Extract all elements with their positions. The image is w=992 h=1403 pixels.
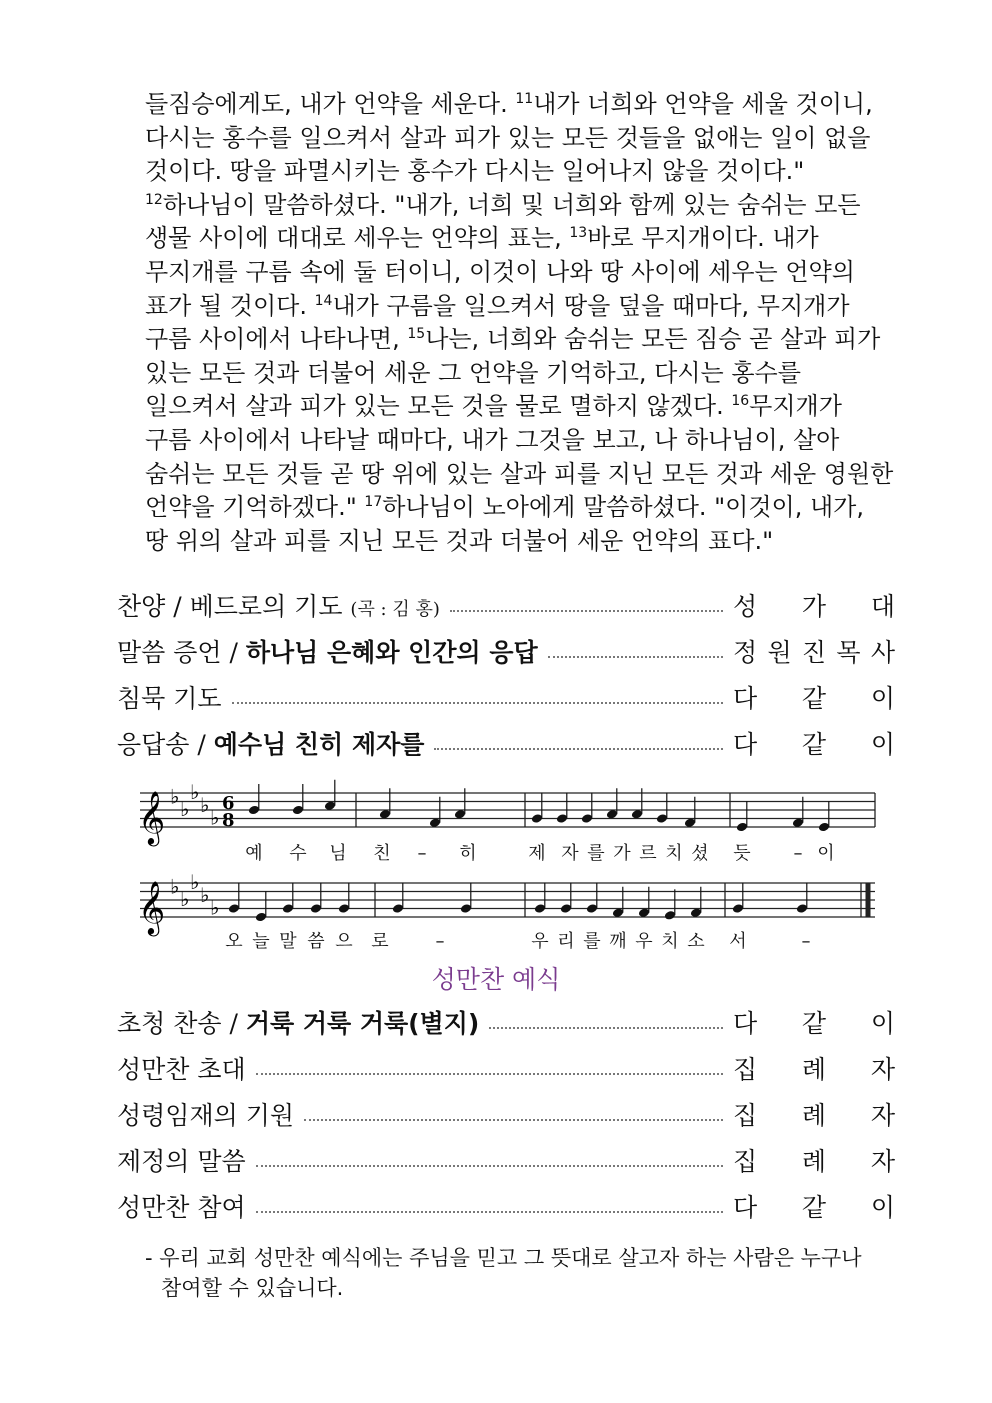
dot-leader xyxy=(434,748,723,750)
scripture-line xyxy=(145,424,875,458)
flat-icon: ♭ xyxy=(180,797,190,821)
scripture-line xyxy=(145,222,875,256)
order-item-label: 성령임재의 기원 xyxy=(117,1101,294,1130)
verse-text: 들짐승에게도, 내가 언약을 세운다. xyxy=(145,90,516,118)
order-item-label: 초청 찬송 / xyxy=(117,1009,246,1038)
scripture-line xyxy=(145,525,875,559)
leader-char: 같 xyxy=(801,1009,827,1038)
time-signature-top: 6 xyxy=(222,793,235,814)
verse-text: 내가 너희와 언약을 세울 것이니, xyxy=(533,90,873,118)
treble-clef-icon: 𝄞 xyxy=(138,880,166,934)
order-item-title xyxy=(117,1188,246,1224)
order-item-label: 침묵 기도 xyxy=(117,684,222,713)
dot-leader xyxy=(450,610,723,612)
flat-icon: ♭ xyxy=(190,870,200,894)
composer-credit: (곡 : 김 홍) xyxy=(350,599,440,620)
dot-leader xyxy=(256,1165,723,1167)
leader-char: 다 xyxy=(733,730,758,759)
leader-char: 다 xyxy=(733,1193,758,1222)
order-item xyxy=(117,1048,895,1088)
flat-icon: ♭ xyxy=(170,874,180,899)
order-item xyxy=(117,1002,895,1042)
lyric-syllable: 말 xyxy=(279,931,297,952)
lyric-syllable: 이 xyxy=(817,843,835,864)
scripture-line xyxy=(145,189,875,223)
scripture-line xyxy=(145,88,875,122)
verse-number: 13 xyxy=(569,225,588,242)
order-item-leader xyxy=(733,725,895,761)
footnote-line-1: - 우리 교회 성만찬 예식에는 주님을 믿고 그 뜻대로 살고자 하는 사람은 누구나 xyxy=(145,1246,862,1270)
verse-text: 무지개가 xyxy=(749,392,842,421)
lyric-syllable: 소 xyxy=(687,931,705,952)
order-item xyxy=(117,1186,895,1226)
lyric-syllable: 리 xyxy=(557,931,575,952)
scripture-line xyxy=(145,323,881,357)
time-signature-bottom: 8 xyxy=(222,810,235,831)
flat-icon: ♭ xyxy=(190,780,200,804)
lyric-syllable: – xyxy=(417,843,427,864)
verse-text: 구름 사이에서 나타날 때마다, 내가 그것을 보고, 나 하나님이, 살아 xyxy=(145,425,840,454)
lyric-syllable: 씀 xyxy=(307,931,325,952)
lyric-syllable: 가 xyxy=(613,843,631,864)
verse-text: 나는, 너희와 숨쉬는 모든 짐승 곧 살과 피가 xyxy=(425,325,881,354)
verse-text: 하나님이 노아에게 말씀하셨다. "이것이, 내가, xyxy=(382,493,864,522)
footnote-line-2: 참여할 수 있습니다. xyxy=(161,1276,344,1300)
lyric-syllable: 제 xyxy=(528,843,546,864)
lyric-syllable: 를 xyxy=(583,931,601,952)
lyric-syllable: – xyxy=(435,931,445,952)
verse-number: 11 xyxy=(515,91,534,107)
order-item-leader xyxy=(733,1004,895,1040)
order-item-leader xyxy=(733,1142,895,1178)
verse-number: 17 xyxy=(364,494,383,511)
treble-clef-icon: 𝄞 xyxy=(138,790,166,844)
dot-leader xyxy=(548,656,723,658)
lyric-syllable: – xyxy=(801,931,811,952)
order-item-leader xyxy=(733,1050,895,1086)
order-item-leader xyxy=(733,633,895,669)
order-item-leader xyxy=(733,1096,895,1132)
leader-char: 사 xyxy=(870,638,895,667)
lyric-syllable: 자 xyxy=(561,843,579,864)
lyric-syllable: 늘 xyxy=(252,931,270,952)
leader-char: 대 xyxy=(870,592,895,621)
order-item xyxy=(117,631,895,671)
lyric-syllable: 으 xyxy=(335,931,353,952)
flat-icon: ♭ xyxy=(200,792,210,817)
leader-char: 진 xyxy=(801,638,827,667)
leader-char: 다 xyxy=(733,684,758,713)
leader-char: 례 xyxy=(801,1147,827,1176)
verse-text: 내가 구름을 일으켜서 땅을 덮을 때마다, 무지개가 xyxy=(332,291,850,320)
verse-text: 숨쉬는 모든 것들 곧 땅 위에 있는 살과 피를 지닌 모든 것과 세운 영원한 xyxy=(145,459,894,488)
lyric-syllable: 님 xyxy=(329,843,347,864)
lyric-syllable: 르 xyxy=(639,843,657,864)
order-item-label: 성만찬 초대 xyxy=(117,1055,246,1084)
order-item xyxy=(117,677,895,717)
order-item-title xyxy=(117,1096,294,1132)
lyric-syllable: 듯 xyxy=(733,843,751,864)
lyric-syllable: 우 xyxy=(635,931,653,952)
leader-char: 이 xyxy=(870,730,895,759)
order-item-title xyxy=(117,679,222,715)
lyric-syllable: 예 xyxy=(245,843,263,864)
verse-text: 일으켜서 살과 피가 있는 모든 것을 물로 멸하지 않겠다. xyxy=(145,392,732,421)
lyric-syllable: 셨 xyxy=(691,843,709,864)
lyric-syllable: 로 xyxy=(371,931,389,952)
verse-number: 14 xyxy=(314,292,333,309)
dot-leader xyxy=(256,1073,723,1075)
order-item-title xyxy=(117,725,424,761)
leader-char: 성 xyxy=(733,592,758,621)
lyric-syllable: – xyxy=(793,843,803,864)
leader-char: 같 xyxy=(801,730,827,759)
lyric-syllable: 히 xyxy=(459,843,477,864)
scripture-line xyxy=(145,357,875,391)
scripture-line xyxy=(145,458,894,492)
lyric-syllable: 친 xyxy=(373,843,391,864)
flat-icon: ♭ xyxy=(210,805,220,830)
leader-char: 같 xyxy=(801,1193,827,1222)
order-item-subject: 예수님 친히 제자를 xyxy=(213,730,425,759)
verse-text: 바로 무지개이다. 내가 xyxy=(587,224,819,253)
music-score xyxy=(130,775,890,955)
verse-number: 15 xyxy=(407,326,426,343)
leader-char: 목 xyxy=(836,638,861,667)
flat-icon: ♭ xyxy=(200,882,210,907)
verse-text: 땅 위의 살과 피를 지닌 모든 것과 더불어 세운 언약의 표다." xyxy=(145,526,774,555)
order-item-label: 말씀 증언 / xyxy=(117,638,246,667)
scripture-line xyxy=(145,390,875,424)
lyric-syllable: 수 xyxy=(289,843,307,864)
leader-char: 이 xyxy=(870,1009,895,1038)
order-item xyxy=(117,1140,895,1180)
lyric-syllable: 우 xyxy=(531,931,549,952)
footnote xyxy=(145,1243,885,1303)
leader-char: 정 xyxy=(733,638,758,667)
flat-icon: ♭ xyxy=(210,895,220,920)
scripture-line xyxy=(145,155,875,189)
leader-char: 가 xyxy=(801,592,827,621)
flat-icon: ♭ xyxy=(180,887,190,911)
lyric-syllable: 치 xyxy=(665,843,683,864)
verse-text: 생물 사이에 대대로 세우는 언약의 표는, xyxy=(145,224,570,253)
leader-char: 원 xyxy=(767,638,792,667)
order-item-leader xyxy=(733,587,895,623)
order-item-subject: 거룩 거룩 거룩(별지) xyxy=(245,1009,480,1038)
verse-text: 하나님이 말씀하셨다. "내가, 너희 및 너희와 함께 있는 숨쉬는 모든 xyxy=(162,190,861,219)
order-item xyxy=(117,723,895,763)
verse-text: 표가 될 것이다. xyxy=(145,291,315,320)
order-item-subject: 하나님 은혜와 인간의 응답 xyxy=(245,638,538,667)
order-item-title xyxy=(117,587,440,623)
order-item-title xyxy=(117,1142,246,1178)
order-item-label: 제정의 말씀 xyxy=(117,1147,246,1176)
leader-char: 집 xyxy=(733,1101,758,1130)
scripture-line xyxy=(145,122,875,156)
lyric-syllable: 서 xyxy=(729,931,747,952)
scripture-line xyxy=(145,256,875,290)
leader-char: 자 xyxy=(870,1055,895,1084)
order-item-label: 찬양 / 베드로의 기도 xyxy=(117,592,351,621)
leader-char: 이 xyxy=(870,1193,895,1222)
leader-char: 같 xyxy=(801,684,827,713)
order-item-label: 성만찬 참여 xyxy=(117,1193,246,1222)
leader-char: 자 xyxy=(870,1147,895,1176)
section-title: 성만찬 예식 xyxy=(431,965,561,994)
flat-icon: ♭ xyxy=(170,784,180,809)
scripture-line xyxy=(145,290,875,324)
order-item-leader xyxy=(733,1188,895,1224)
leader-char: 다 xyxy=(733,1009,758,1038)
order-item xyxy=(117,1094,895,1134)
dot-leader xyxy=(304,1119,723,1121)
verse-text: 무지개를 구름 속에 둘 터이니, 이것이 나와 땅 사이에 세우는 언약의 xyxy=(145,257,855,286)
leader-char: 자 xyxy=(870,1101,895,1130)
leader-char: 례 xyxy=(801,1055,827,1084)
verse-number: 12 xyxy=(145,191,163,208)
order-item-leader xyxy=(733,679,895,715)
scripture-passage xyxy=(145,88,894,558)
dot-leader xyxy=(256,1211,723,1213)
verse-text: 구름 사이에서 나타나면, xyxy=(145,325,408,354)
verse-text: 있는 모든 것과 더불어 세운 그 언약을 기억하고, 다시는 홍수를 xyxy=(145,358,801,387)
verse-text: 것이다. 땅을 파멸시키는 홍수가 다시는 일어나지 않을 것이다." xyxy=(145,157,805,186)
leader-char: 집 xyxy=(733,1055,758,1084)
lyric-syllable: 를 xyxy=(587,843,605,864)
order-item-title xyxy=(117,1004,479,1040)
order-item-title xyxy=(117,1050,246,1086)
verse-text: 다시는 홍수를 일으켜서 살과 피가 있는 모든 것들을 없애는 일이 없을 xyxy=(145,123,871,152)
order-item xyxy=(117,585,895,625)
lyric-syllable: 오 xyxy=(225,931,243,952)
verse-text: 언약을 기억하겠다." xyxy=(145,493,365,522)
lyric-syllable: 치 xyxy=(661,931,679,952)
scripture-line xyxy=(145,491,875,525)
leader-char: 집 xyxy=(733,1147,758,1176)
leader-char: 례 xyxy=(801,1101,827,1130)
verse-number: 16 xyxy=(731,393,750,410)
leader-char: 이 xyxy=(870,684,895,713)
dot-leader xyxy=(489,1027,723,1029)
order-item-title xyxy=(117,633,538,669)
lyric-syllable: 깨 xyxy=(609,931,627,952)
order-item-label: 응답송 / xyxy=(117,730,214,759)
dot-leader xyxy=(232,702,723,704)
